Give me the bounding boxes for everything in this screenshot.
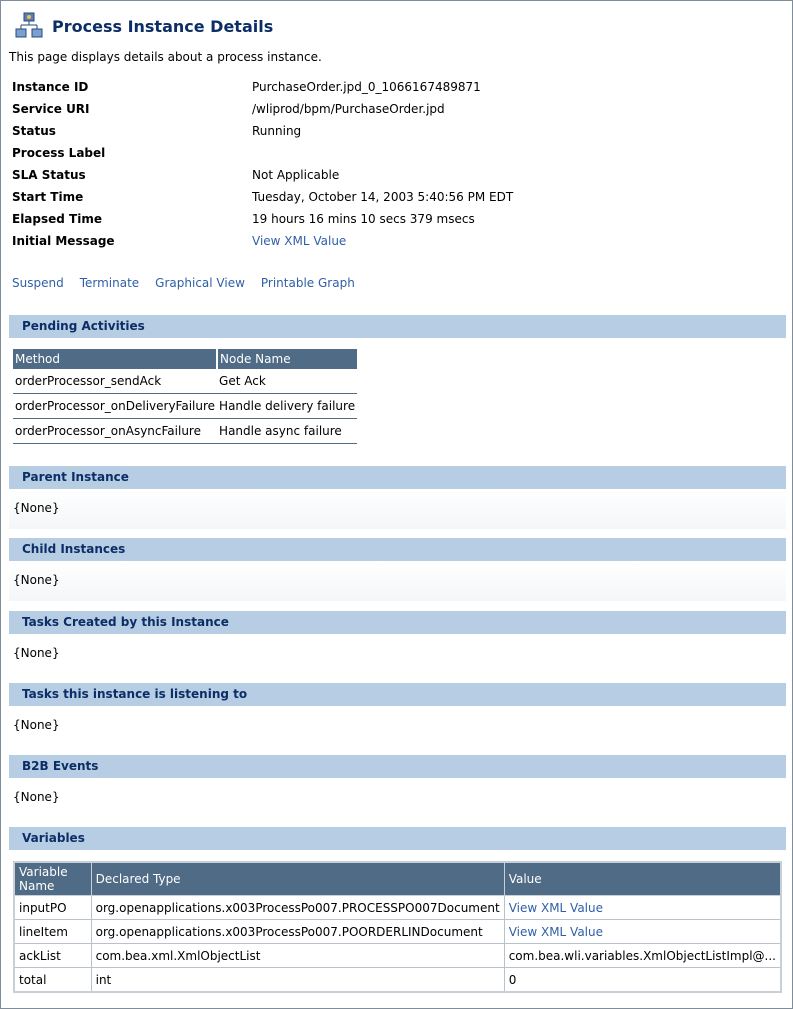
property-row: [12, 142, 513, 164]
instance-id-value: PurchaseOrder.jpd_0_1066167489871: [252, 80, 481, 94]
node-name-cell: Get Ack: [217, 369, 357, 394]
tasks-listening-header: [9, 683, 786, 706]
section-title: Tasks this instance is listening to: [22, 687, 248, 701]
elapsed-time-value: 19 hours 16 mins 10 secs 379 msecs: [252, 212, 475, 226]
property-label: Initial Message: [12, 234, 115, 248]
parent-instance-none: {None}: [13, 501, 60, 515]
pending-activities-header: [9, 315, 786, 338]
table-row: [13, 369, 357, 394]
property-row: [12, 164, 513, 186]
section-title: Child Instances: [22, 542, 126, 556]
instance-properties: [12, 76, 513, 252]
value-cell: [504, 896, 781, 920]
property-label: Elapsed Time: [12, 212, 102, 226]
property-label: Status: [12, 124, 56, 138]
section-body: [9, 489, 786, 529]
sla-status-value: Not Applicable: [252, 168, 340, 182]
start-time-value: Tuesday, October 14, 2003 5:40:56 PM EDT: [252, 190, 514, 204]
pending-activities-table: [13, 349, 357, 444]
method-cell: orderProcessor_sendAck: [13, 369, 217, 394]
column-header-method: Method: [13, 349, 217, 369]
table-row: [14, 920, 781, 944]
variables-table: [13, 861, 782, 993]
table-row: [14, 968, 781, 993]
property-row: [12, 186, 513, 208]
page-header: [15, 11, 273, 41]
column-header-node-name: Node Name: [217, 349, 357, 369]
declared-type-cell: int: [91, 968, 504, 993]
value-cell: [504, 920, 781, 944]
node-name-cell: Handle async failure: [217, 419, 357, 444]
property-row: [12, 98, 513, 120]
value-cell: com.bea.wli.variables.XmlObjectListImpl@...: [504, 944, 781, 968]
suspend-link[interactable]: Suspend: [12, 276, 64, 290]
status-value: Running: [252, 124, 302, 138]
node-name-cell: Handle delivery failure: [217, 394, 357, 419]
variable-name-cell: total: [14, 968, 91, 993]
page-title: Process Instance Details: [52, 16, 274, 36]
column-header-declared-type: Declared Type: [91, 862, 504, 896]
value-cell: 0: [504, 968, 781, 993]
initial-message-view-xml-link[interactable]: View XML Value: [252, 234, 347, 248]
process-instance-icon: [15, 12, 43, 40]
b2b-events-none: {None}: [13, 790, 60, 804]
printable-graph-link[interactable]: Printable Graph: [260, 276, 355, 290]
table-header-row: [14, 862, 781, 896]
tasks-created-none: {None}: [13, 646, 60, 660]
declared-type-cell: com.bea.xml.XmlObjectList: [91, 944, 504, 968]
section-title: Parent Instance: [22, 470, 129, 484]
variables-header: [9, 827, 786, 850]
property-label: Instance ID: [12, 80, 89, 94]
service-uri-value: /wliprod/bpm/PurchaseOrder.jpd: [252, 102, 445, 116]
table-row: [14, 944, 781, 968]
section-title: Pending Activities: [22, 319, 145, 333]
inputpo-view-xml-link[interactable]: View XML Value: [508, 900, 604, 915]
child-instances-none: {None}: [13, 573, 60, 587]
column-header-value: Value: [504, 862, 781, 896]
terminate-link[interactable]: Terminate: [79, 276, 140, 290]
parent-instance-header: [9, 466, 786, 489]
variable-name-cell: ackList: [14, 944, 91, 968]
tasks-listening-none: {None}: [13, 718, 60, 732]
tasks-created-header: [9, 611, 786, 634]
lineitem-view-xml-link[interactable]: View XML Value: [508, 924, 604, 939]
table-row: [13, 394, 357, 419]
table-row: [13, 419, 357, 444]
property-row: [12, 208, 513, 230]
property-label: Process Label: [12, 146, 106, 160]
property-row: [12, 76, 513, 98]
child-instances-header: [9, 538, 786, 561]
declared-type-cell: org.openapplications.x003ProcessPo007.PROCESSPO007Document: [91, 896, 504, 920]
method-cell: orderProcessor_onAsyncFailure: [13, 419, 217, 444]
page-description: This page displays details about a process instance.: [9, 50, 322, 64]
property-row: [12, 120, 513, 142]
property-row: [12, 230, 513, 252]
declared-type-cell: org.openapplications.x003ProcessPo007.POORDERLINDocument: [91, 920, 504, 944]
b2b-events-header: [9, 755, 786, 778]
variable-name-cell: inputPO: [14, 896, 91, 920]
section-title: Tasks Created by this Instance: [22, 615, 229, 629]
property-label: SLA Status: [12, 168, 86, 182]
section-title: Variables: [22, 831, 85, 845]
variable-name-cell: lineItem: [14, 920, 91, 944]
column-header-variable-name: Variable Name: [14, 862, 91, 896]
property-label: Service URI: [12, 102, 90, 116]
method-cell: orderProcessor_onDeliveryFailure: [13, 394, 217, 419]
section-title: B2B Events: [22, 759, 99, 773]
table-row: [14, 896, 781, 920]
instance-actions: [12, 276, 355, 290]
property-label: Start Time: [12, 190, 84, 204]
section-body: [9, 561, 786, 601]
graphical-view-link[interactable]: Graphical View: [155, 276, 245, 290]
table-header-row: [13, 349, 357, 369]
